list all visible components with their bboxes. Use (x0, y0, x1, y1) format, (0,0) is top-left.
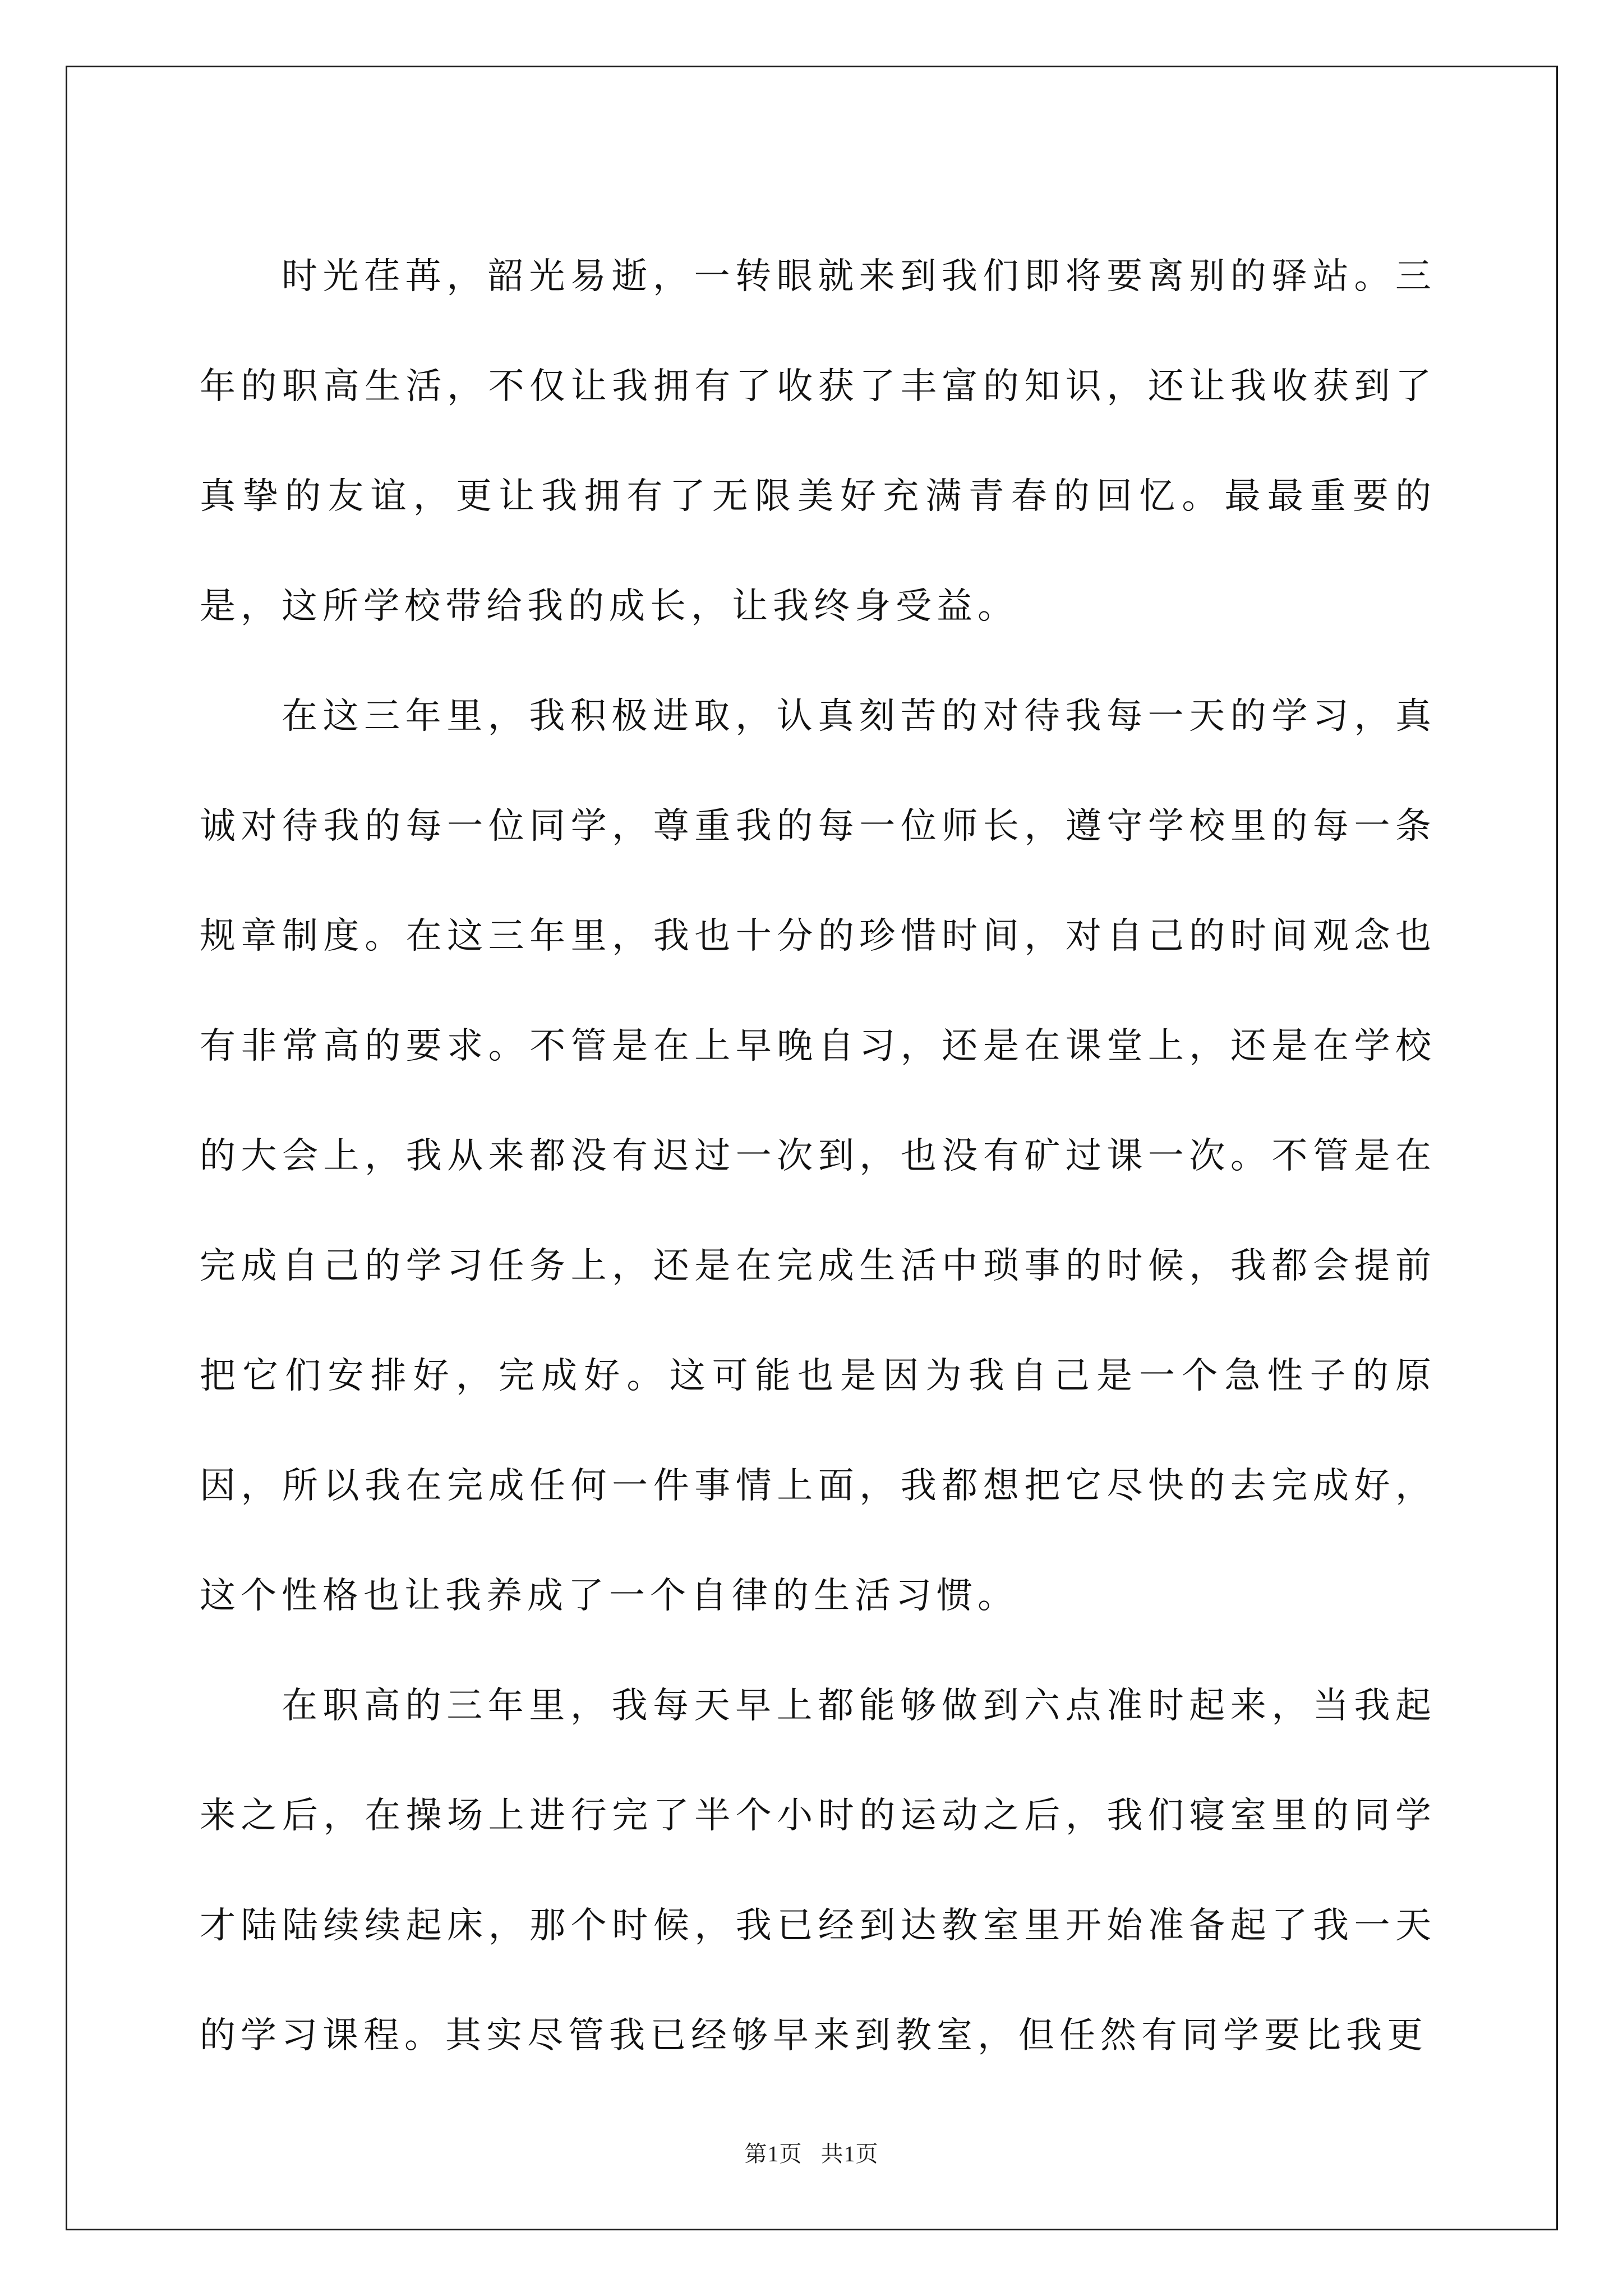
document-body (200, 222, 1436, 2091)
paragraph-2: 在这三年里，我积极进取，认真刻苦的对待我每一天的学习，真诚对待我的每一位同学，尊重我的每一位师长，遵守学校里的每一条规章制度。在这三年里，我也十分的珍惜时间，对自己的时间观念也有非常高的要求。不管是在上早晚自习，还是在课堂上，还是在学校的大会上，我从来都没有迟过一次到，也没有矿过课一次。不管是在完成自己的学习任务上，还是在完成生活中琐事的时候，我都会提前把它们安排好，完成好。这可能也是因为我自己是一个急性子的原因，所以我在完成任何一件事情上面，我都想把它尽快的去完成好，这个性格也让我养成了一个自律的生活习惯。 (200, 696, 1436, 1617)
page-total: 共1页 (820, 2141, 879, 2166)
page-number: 第1页 (744, 2141, 803, 2166)
page-footer (0, 2136, 1623, 2168)
paragraph-3: 在职高的三年里，我每天早上都能够做到六点准时起来，当我起来之后，在操场上进行完了半个小时的运动之后，我们寝室里的同学才陆陆续续起床，那个时候，我已经到达教室里开始准备起了我一天的学习课程。其实尽管我已经够早来到教室，但任然有同学要比我更 (200, 1685, 1436, 2056)
paragraph-1: 时光荏苒，韶光易逝，一转眼就来到我们即将要离别的驿站。三年的职高生活，不仅让我拥有了收获了丰富的知识，还让我收获到了真挚的友谊，更让我拥有了无限美好充满青春的回忆。最最重要的是，这所学校带给我的成长，让我终身受益。 (200, 256, 1436, 627)
footer-separator (803, 2141, 821, 2166)
